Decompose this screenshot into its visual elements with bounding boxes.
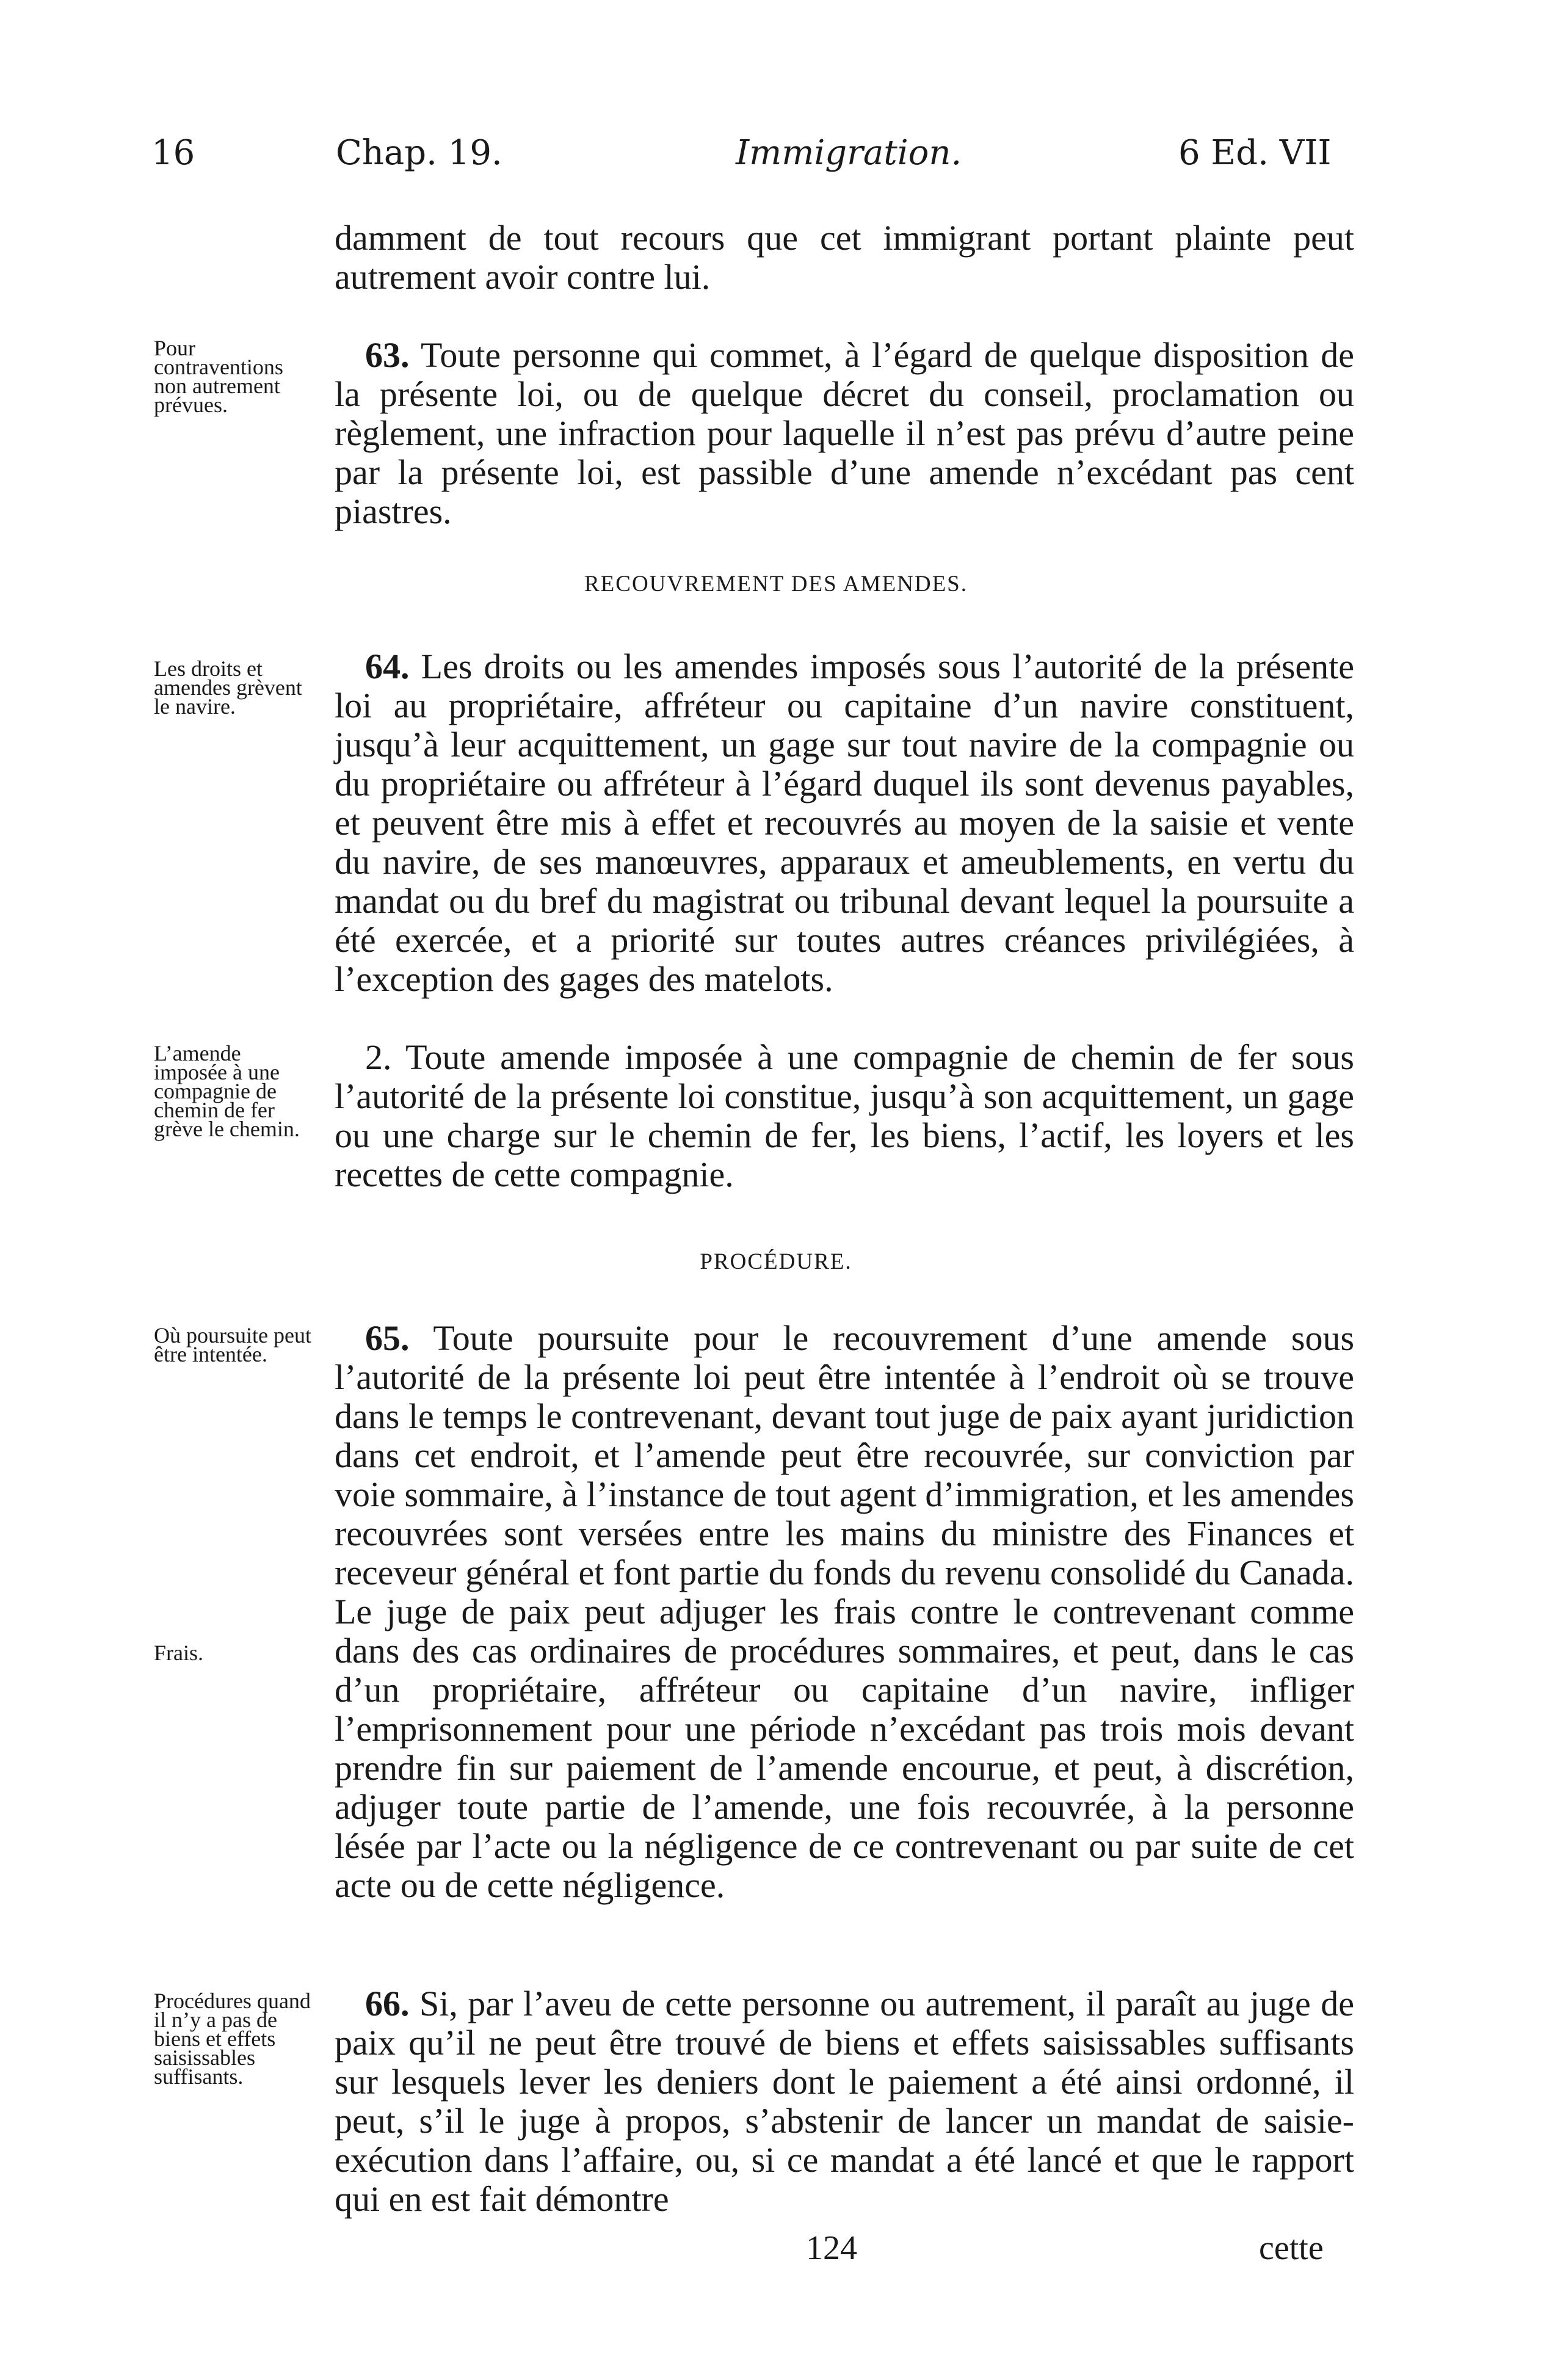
margin-note-64-2: L’amende imposée à une compagnie de chemin de fer grève le chemin. (154, 1041, 300, 1141)
heading-procedure: PROCÉDURE. (700, 1249, 852, 1274)
header-page-number: 16 (151, 133, 195, 173)
header-chapter: Chap. 19. (336, 133, 502, 173)
page-footer (0, 2229, 1552, 2271)
section-63-text: Toute personne qui commet, à l’égard de quelque disposition de la présente loi, ou de quelque décret du conseil, proclamation ou règlement, une infraction pour laquelle il n’est pas prévu d’autre peine par la présente loi, est passible d’une amende n’excédant pas cent piastres. (335, 335, 1354, 531)
section-65-text: Toute poursuite pour le recouvrement d’une amende sous l’autorité de la présente loi peut être intentée à l’endroit où se trouve dans le temps le contrevenant, devant tout juge de paix ayant juridiction dans cet endroit, et l’amende peut être recouvrée, sur conviction par voie sommaire, à l’instance de tout agent d’immigration, et les amendes recouvrées sont versées entre les mains du ministre des Finances et receveur général et font partie du fonds du revenu consolidé du Canada. Le juge de paix peut adjuger les frais contre le contrevenant comme dans des cas ordinaires de procédures sommaires, et peut, dans le cas d’un propriétaire, affréteur ou capitaine d’un navire, infliger l’emprisonnement pour une période n’excédant pas trois mois devant prendre fin sur paiement de l’amende encourue, et peut, à discrétion, adjuger toute partie de l’amende, une fois recouvrée, à la personne lésée par l’acte ou la négligence de ce contrevenant ou par suite de cet acte ou de cette négligence. (335, 1318, 1355, 1905)
section-64-subsection-2: 2. Toute amende imposée à une compagnie de chemin de fer sous l’autorité de la présente loi constitue, jusqu’à son acquittement, un gage ou une charge sur le chemin de fer, les biens, l’actif, les loyers et les recettes de cette compagnie. (335, 1037, 1354, 1194)
section-64-number: 64. (365, 647, 410, 686)
continued-paragraph: damment de tout recours que cet immigrant portant plainte peut autrement avoir contre lui. (335, 218, 1354, 297)
header-edition: 6 Ed. VII (1178, 133, 1332, 173)
section-63-number: 63. (365, 335, 410, 375)
section-66-number: 66. (365, 1984, 410, 2023)
section-63 (335, 336, 1354, 531)
header-title: Immigration. (736, 133, 962, 173)
margin-note-65: Où poursuite peut être intentée. (154, 1323, 311, 1366)
margin-note-63: Pour contraventions non autrement prévues. (154, 336, 283, 417)
section-66-text: Si, par l’aveu de cette personne ou autrement, il paraît au juge de paix qu’il ne peut être trouvé de biens et effets saisissables suffisants sur lesquels lever les deniers dont le paiement a été ainsi ordonné, il peut, s’il le juge à propos, s’abstenir de lancer un mandat de saisie-exécution dans l’affaire, ou, si ce mandat a été lancé et que le rapport qui en est fait démontre (335, 1984, 1354, 2219)
running-header (0, 133, 1552, 182)
section-65-number: 65. (365, 1318, 410, 1358)
section-66 (335, 1984, 1354, 2219)
margin-note-66: Procédures quand il n’y a pas de biens et effets saisissables suffisants. (154, 1989, 311, 2089)
footer-page-number: 124 (806, 2229, 857, 2267)
section-64-text: Les droits ou les amendes imposés sous l’autorité de la présente loi au propriétaire, affréteur ou capitaine d’un navire constituent, jusqu’à leur acquittement, un gage sur tout navire de la compagnie ou du propriétaire ou affréteur à l’égard duquel ils sont devenus payables, et peuvent être mis à effet et recouvrés au moyen de la saisie et vente du navire, de ses manœuvres, apparaux et ameublements, en vertu du mandat ou du bref du magistrat ou tribunal devant lequel la poursuite a été exercée, et a priorité sur toutes autres créances privilégiées, à l’exception des gages des matelots. (335, 647, 1354, 999)
section-65 (335, 1319, 1354, 1905)
margin-note-65-frais: Frais. (154, 1641, 203, 1665)
heading-recouvrement: RECOUVREMENT DES AMENDES. (584, 571, 968, 597)
section-64 (335, 647, 1354, 999)
footer-catchword: cette (1259, 2229, 1324, 2267)
margin-note-64: Les droits et amendes grèvent le navire. (154, 656, 302, 719)
